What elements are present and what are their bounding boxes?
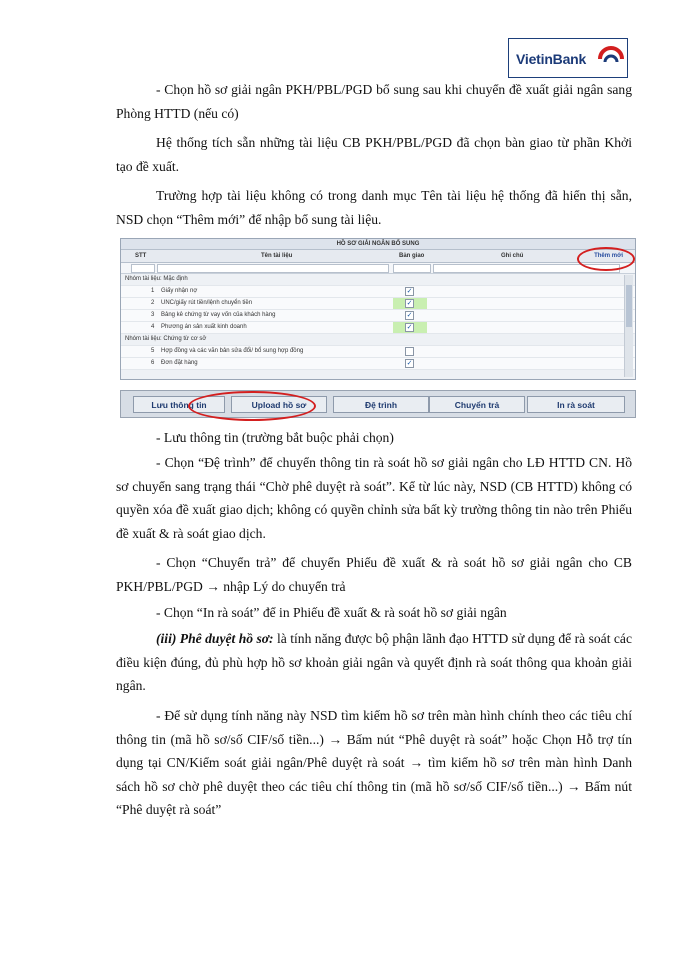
row-name: Phương án sản xuất kinh doanh (161, 324, 247, 330)
action-button-bar (120, 390, 636, 418)
row-stt: 3 (151, 312, 155, 318)
table-header (121, 250, 635, 263)
para-use-feature: - Để sử dụng tính năng này NSD tìm kiếm hồ sơ trên màn hình chính theo các tiêu chí thông tin (mã hồ sơ/số CIF/số tiền...) → Bấm nút “Phê duyệt rà soát” hoặc Chọn Hỗ trợ tín dụng tại CN/Kiểm soát giải ngân/Phê duyệt rà soát → tìm kiếm hồ sơ trên màn hình Danh sách hồ sơ chờ phê duyệt theo các tiêu chí thông tin (mã hồ sơ/số CIF/số tiền...) → Bấm nút “Phê duyệt rà soát” (116, 708, 632, 817)
table-scrollbar[interactable] (624, 275, 633, 377)
filter-stt-input[interactable] (131, 264, 155, 273)
para-return: - Chọn “Chuyển trả” để chuyển Phiếu đề xuất & rà soát hồ sơ giải ngân cho CB PKH/PBL/PGD → nhập Lý do chuyển trả (116, 555, 632, 594)
handover-checkbox[interactable]: ✓ (406, 312, 413, 319)
row-name: Đơn đặt hàng (161, 360, 198, 366)
panel-title: HỒ SƠ GIẢI NGÂN BỔ SUNG (121, 239, 635, 250)
table-row (121, 310, 635, 322)
row-stt: 2 (151, 300, 155, 306)
row-name: UNC/giấy rút tiền/lệnh chuyển tiền (161, 300, 253, 306)
para-add-new: Trường hợp tài liệu không có trong danh mục Tên tài liệu hệ thống đã hiển thị sẵn, NSD chọn “Thêm mới” để nhập bổ sung tài liệu. (116, 188, 632, 227)
handover-checkbox[interactable]: ✓ (406, 324, 413, 331)
row-name: Bảng kê chứng từ vay vốn của khách hàng (161, 312, 276, 318)
save-info-button[interactable]: Lưu thông tin (133, 396, 225, 413)
upload-documents-button[interactable]: Upload hồ sơ (231, 396, 327, 413)
submit-button[interactable]: Đệ trình (333, 396, 429, 413)
add-new-link[interactable]: Thêm mới (594, 253, 623, 259)
vietinbank-logo (508, 38, 628, 78)
para-submit: - Chọn “Đệ trình” để chuyển thông tin rà soát hồ sơ giải ngân cho LĐ HTTD CN. Hồ sơ chuyển sang trạng thái “Chờ phê duyệt rà soát”. Kể từ lúc này, NSD (CB HTTD) không có quyền xóa đề xuất giao dịch; không có quyền chỉnh sửa bất kỳ trường thông tin nào trên Phiếu đề xuất & rà soát giao dịch. (116, 455, 632, 541)
table-body (121, 274, 635, 370)
table-row (121, 286, 635, 298)
row-stt: 4 (151, 324, 155, 330)
table-row (121, 322, 635, 334)
col-note: Ghi chú (501, 253, 524, 259)
supplement-documents-panel (120, 238, 636, 380)
filter-note-input[interactable] (433, 264, 620, 273)
handover-checkbox[interactable]: ✓ (406, 360, 413, 367)
table-row (121, 358, 635, 370)
row-name: Giấy nhận nợ (161, 288, 198, 294)
filter-row (121, 263, 635, 274)
logo-text: VietinBank (516, 51, 587, 67)
filter-name-input[interactable] (157, 264, 389, 273)
group-label: Nhóm tài liệu: Mặc định (125, 276, 188, 282)
col-handover: Bản giao (399, 253, 425, 259)
handover-checkbox[interactable]: ✓ (406, 288, 413, 295)
scrollbar-thumb[interactable] (626, 285, 632, 327)
section-iii-text: là tính năng được bộ phận lãnh đạo HTTD sử dụng để rà soát các điều kiện đúng, đủ phù hợp hồ sơ khoản giải ngân và quyết định rà soát thông qua khoản giải ngân. (116, 631, 632, 693)
print-review-button[interactable]: In rà soát (527, 396, 625, 413)
para-system-ticks: Hệ thống tích sẵn những tài liệu CB PKH/PBL/PGD đã chọn bàn giao từ phần Khởi tạo đề xuất. (116, 135, 632, 174)
section-iii-heading: (iii) Phê duyệt hồ sơ: (156, 631, 274, 646)
vietinbank-mark-icon (597, 45, 625, 73)
row-stt: 1 (151, 288, 155, 294)
group-label: Nhóm tài liệu: Chứng từ cơ sở (125, 336, 207, 342)
group-row[interactable] (121, 334, 635, 346)
para-choose-supplement: - Chọn hồ sơ giải ngân PKH/PBL/PGD bổ sung sau khi chuyển đề xuất giải ngân sang Phòng HTTD (nếu có) (116, 82, 632, 121)
filter-handover-select[interactable] (393, 264, 431, 273)
handover-checkbox[interactable] (405, 347, 414, 356)
para-save-info: - Lưu thông tin (trường bắt buộc phải chọn) (156, 430, 394, 445)
para-print: - Chọn “In rà soát” để in Phiếu đề xuất & rà soát hồ sơ giải ngân (156, 605, 507, 620)
para-section-iii (116, 627, 632, 698)
table-row (121, 346, 635, 358)
row-name: Hợp đồng và các văn bản sửa đổi/ bổ sung hợp đồng (161, 348, 304, 354)
group-row[interactable] (121, 274, 635, 286)
handover-checkbox[interactable]: ✓ (406, 300, 413, 307)
return-button[interactable]: Chuyển trả (429, 396, 525, 413)
table-row (121, 298, 635, 310)
row-stt: 5 (151, 348, 155, 354)
row-stt: 6 (151, 360, 155, 366)
col-name: Tên tài liệu (261, 253, 293, 259)
col-stt: STT (135, 253, 147, 259)
